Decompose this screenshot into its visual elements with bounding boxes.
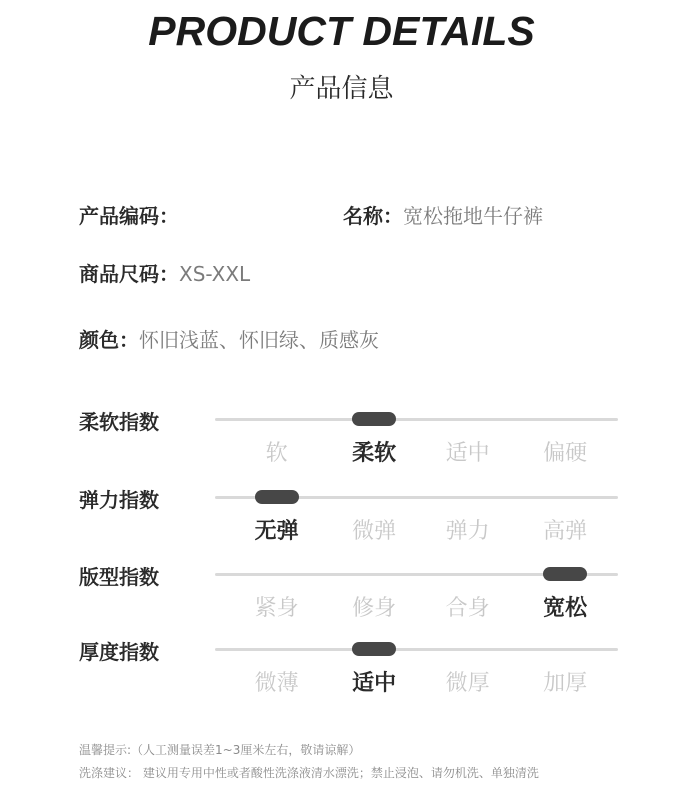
- thickness-option-1: 微薄: [254, 671, 299, 696]
- thickness-option-2: 适中: [352, 671, 397, 696]
- fit-option-4: 宽松: [543, 596, 588, 621]
- elasticity-index: [0, 490, 683, 560]
- fit-option-2: 修身: [352, 596, 397, 621]
- thickness-options: [222, 666, 612, 696]
- elasticity-track: [215, 496, 618, 499]
- elasticity-option-4: 高弹: [543, 519, 588, 544]
- measurement-tip: 温馨提示:（人工测量误差1~3厘米左右，敬请谅解）: [79, 743, 361, 757]
- page-title-en: PRODUCT DETAILS: [148, 8, 535, 54]
- product-name-row: [343, 200, 543, 229]
- product-code-label: 产品编码：: [79, 204, 179, 228]
- fit-index: [0, 567, 683, 637]
- fit-knob[interactable]: [543, 567, 587, 581]
- elasticity-option-3: 弹力: [445, 519, 490, 544]
- thickness-option-4: 加厚: [543, 671, 588, 696]
- softness-option-2: 柔软: [352, 441, 397, 466]
- product-size-value: XS-XXL: [179, 262, 251, 286]
- thickness-option-3: 微厚: [445, 671, 490, 696]
- fit-options: [222, 591, 612, 621]
- softness-option-3: 适中: [445, 441, 490, 466]
- fit-index-label: 版型指数: [79, 565, 159, 589]
- softness-options: [222, 436, 612, 466]
- softness-index: [0, 412, 683, 482]
- product-name-label: 名称：: [343, 204, 403, 228]
- thickness-knob[interactable]: [352, 642, 396, 656]
- elasticity-option-1: 无弹: [254, 519, 299, 544]
- fit-track: [215, 573, 618, 576]
- softness-index-label: 柔软指数: [79, 410, 159, 434]
- softness-track: [215, 418, 618, 421]
- page-title-cn: 产品信息: [289, 74, 394, 104]
- softness-option-4: 偏硬: [543, 441, 588, 466]
- product-code-row: [79, 200, 179, 229]
- product-color-value: 怀旧浅蓝、怀旧绿、质感灰: [139, 328, 379, 352]
- product-size-row: [79, 258, 250, 287]
- product-size-label: 商品尺码：: [79, 262, 179, 286]
- thickness-index: [0, 642, 683, 712]
- product-name-value: 宽松拖地牛仔裤: [403, 204, 543, 228]
- elasticity-index-label: 弹力指数: [79, 488, 159, 512]
- washing-advice: 洗涤建议： 建议用专用中性或者酸性洗涤液清水漂洗；禁止浸泡、请勿机洗、单独清洗: [79, 766, 539, 780]
- elasticity-knob[interactable]: [255, 490, 299, 504]
- elasticity-options: [222, 514, 612, 544]
- thickness-index-label: 厚度指数: [79, 640, 159, 664]
- fit-option-3: 合身: [445, 596, 490, 621]
- thickness-track: [215, 648, 618, 651]
- elasticity-option-2: 微弹: [352, 519, 397, 544]
- softness-knob[interactable]: [352, 412, 396, 426]
- product-color-label: 颜色：: [79, 328, 139, 352]
- softness-option-1: 软: [265, 441, 288, 466]
- fit-option-1: 紧身: [254, 596, 299, 621]
- product-color-row: [79, 324, 379, 353]
